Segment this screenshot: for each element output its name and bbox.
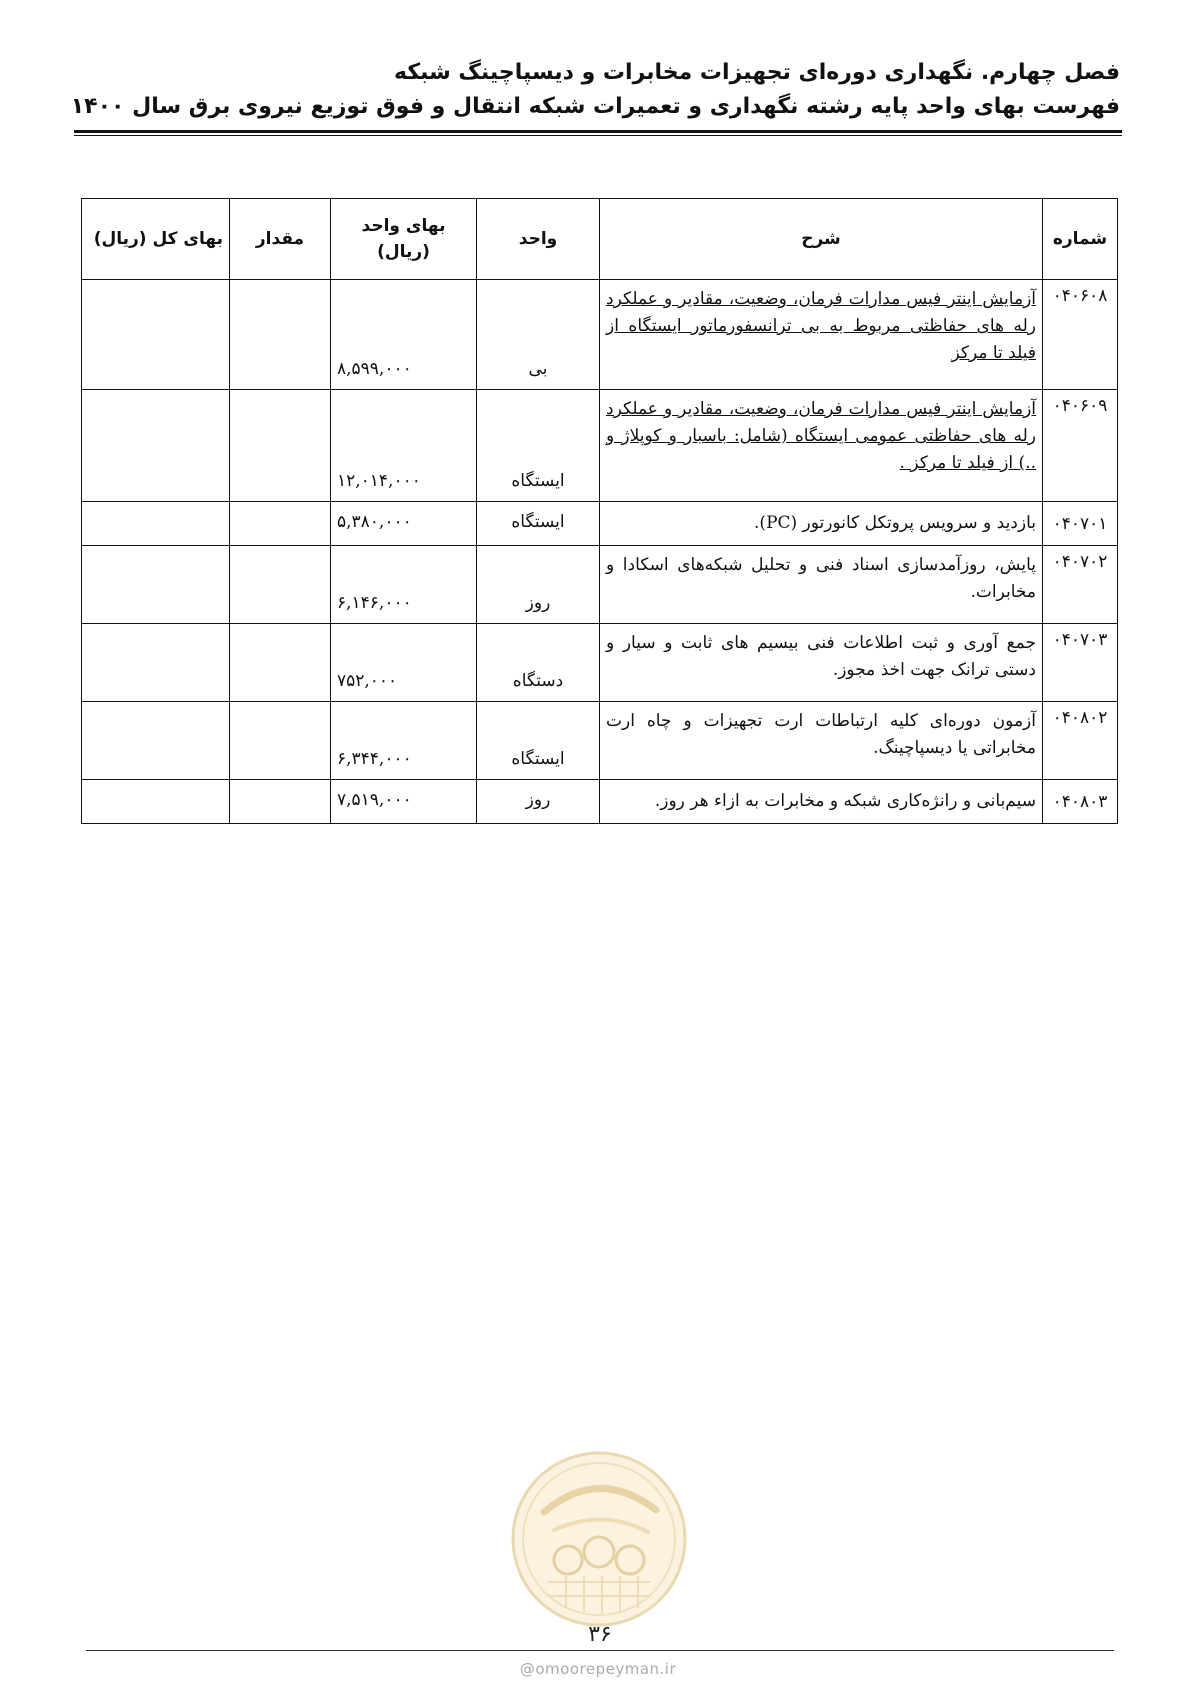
row-quantity <box>230 546 331 624</box>
row-total <box>82 390 230 502</box>
row-unit: دستگاه <box>477 624 600 702</box>
price-list-title: فهرست بهای واحد پایه رشته نگهداری و تعمیرات شبکه انتقال و فوق توزیع نیروی برق سال ۱۴۰۰ <box>70 94 1120 119</box>
table-row <box>82 502 1118 546</box>
row-quantity <box>230 780 331 824</box>
table-header-row <box>82 199 1118 280</box>
row-code: ۰۴۰۸۰۳ <box>1043 780 1118 824</box>
row-code: ۰۴۰۷۰۳ <box>1043 624 1118 702</box>
row-quantity <box>230 702 331 780</box>
header-rule-thin <box>74 135 1122 136</box>
row-code: ۰۴۰۶۰۹ <box>1043 390 1118 502</box>
site-watermark: @omoorepeyman.ir <box>519 1660 677 1678</box>
table-row <box>82 702 1118 780</box>
header-rule-thick <box>74 130 1122 133</box>
row-code: ۰۴۰۶۰۸ <box>1043 280 1118 390</box>
row-unit: بی <box>477 280 600 390</box>
header-quantity: مقدار <box>230 199 331 280</box>
row-total <box>82 780 230 824</box>
row-unit: ایستگاه <box>477 502 600 546</box>
row-code: ۰۴۰۸۰۲ <box>1043 702 1118 780</box>
row-total <box>82 502 230 546</box>
row-total <box>82 702 230 780</box>
row-description: پایش، روزآمدسازی اسناد فنی و تحلیل شبکه‌های اسکادا و مخابرات. <box>600 546 1043 624</box>
row-total <box>82 624 230 702</box>
row-unit: ایستگاه <box>477 390 600 502</box>
row-description: آزمون دوره‌ای کلیه ارتباطات ارت تجهیزات و چاه ارت مخابراتی یا دیسپاچینگ. <box>600 702 1043 780</box>
header-code: شماره <box>1043 199 1118 280</box>
row-unit: روز <box>477 546 600 624</box>
row-total <box>82 546 230 624</box>
row-description: بازدید و سرویس پروتکل کانورتور (PC). <box>600 502 1043 546</box>
header-unit-price <box>331 199 477 280</box>
page-number: ۳۶ <box>588 1622 612 1647</box>
table-row <box>82 780 1118 824</box>
row-unit: ایستگاه <box>477 702 600 780</box>
seal-logo <box>508 1448 690 1630</box>
page-header <box>72 56 1120 124</box>
row-unit-price: ۷,۵۱۹,۰۰۰ <box>331 780 477 824</box>
row-quantity <box>230 280 331 390</box>
header-unit-price-currency: (ریال) <box>377 242 430 262</box>
row-quantity <box>230 502 331 546</box>
row-unit-price: ۷۵۲,۰۰۰ <box>331 624 477 702</box>
row-code: ۰۴۰۷۰۱ <box>1043 502 1118 546</box>
price-table <box>81 198 1118 824</box>
footer-rule <box>86 1650 1114 1651</box>
row-quantity <box>230 390 331 502</box>
header-total: بهای کل (ریال) <box>82 199 230 280</box>
table-row <box>82 546 1118 624</box>
row-description: جمع آوری و ثبت اطلاعات فنی بیسیم های ثابت و سیار و دستی ترانک جهت اخذ مجوز. <box>600 624 1043 702</box>
header-unit: واحد <box>477 199 600 280</box>
row-unit-price: ۱۲,۰۱۴,۰۰۰ <box>331 390 477 502</box>
table-row <box>82 280 1118 390</box>
row-unit-price: ۶,۳۴۴,۰۰۰ <box>331 702 477 780</box>
table-row <box>82 624 1118 702</box>
row-description: سیم‌بانی و رانژه‌کاری شبکه و مخابرات به ازاء هر روز. <box>600 780 1043 824</box>
row-unit-price: ۶,۱۴۶,۰۰۰ <box>331 546 477 624</box>
row-description: آزمایش اینتر فیس مدارات فرمان، وضعیت، مقادیر و عملکرد رله های حفاظتی عمومی ایستگاه (شامل: باسبار و کوپلاژ و ..) از فیلد تا مرکز . <box>600 390 1043 502</box>
row-unit: روز <box>477 780 600 824</box>
row-quantity <box>230 624 331 702</box>
table-row <box>82 390 1118 502</box>
row-total <box>82 280 230 390</box>
row-description: آزمایش اینتر فیس مدارات فرمان، وضعیت، مقادیر و عملکرد رله های حفاظتی مربوط به بی ترانسفورماتور ایستگاه از فیلد تا مرکز <box>600 280 1043 390</box>
header-unit-price-title: بهای واحد <box>361 216 446 236</box>
row-unit-price: ۸,۵۹۹,۰۰۰ <box>331 280 477 390</box>
header-description: شرح <box>600 199 1043 280</box>
row-unit-price: ۵,۳۸۰,۰۰۰ <box>331 502 477 546</box>
row-code: ۰۴۰۷۰۲ <box>1043 546 1118 624</box>
chapter-title: فصل چهارم. نگهداری دوره‌ای تجهیزات مخابرات و دیسپاچینگ شبکه <box>394 60 1120 85</box>
